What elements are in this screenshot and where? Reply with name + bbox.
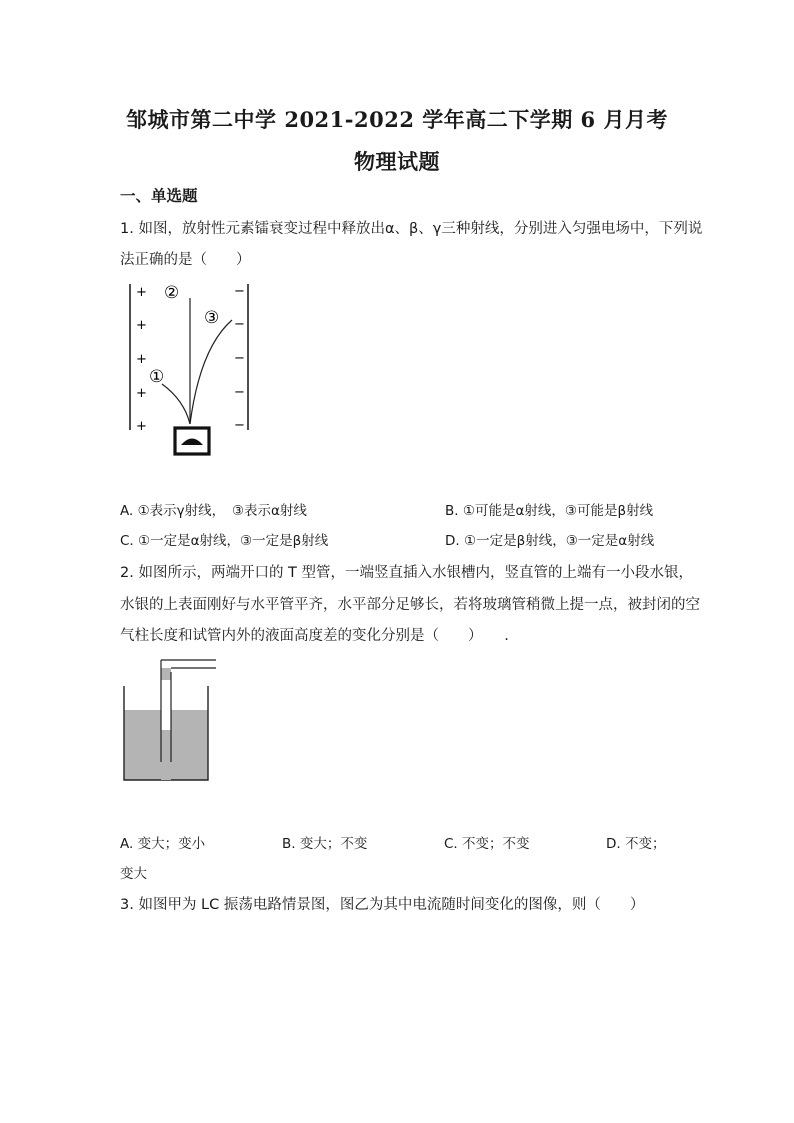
q2-stem-line2: 水银的上表面刚好与水平管平齐，水平部分足够长，若将玻璃管稍微上提一点，被封闭的空 bbox=[120, 597, 700, 613]
ray-1-curve bbox=[162, 384, 190, 424]
paper-title: 邹城市第二中学 2021-2022 学年高二下学期 6 月月考 bbox=[126, 107, 668, 132]
plus-sign: + bbox=[136, 285, 147, 300]
plus-sign: + bbox=[136, 352, 147, 367]
ray-label-3: ③ bbox=[204, 308, 220, 328]
ray-3-curve bbox=[190, 320, 232, 424]
q1-option-c: C. ①一定是α射线，③一定是β射线 bbox=[120, 533, 329, 549]
q1-option-d: D. ①一定是β射线，③一定是α射线 bbox=[445, 533, 655, 549]
q2-option-a: A. 变大；变小 bbox=[120, 836, 206, 852]
q2-option-d: D. 不变； bbox=[606, 836, 666, 852]
q2-stem-line1: 2. 如图所示，两端开口的 T 型管，一端竖直插入水银槽内，竖直管的上端有一小段水银， bbox=[120, 565, 694, 581]
minus-sign: − bbox=[234, 385, 245, 400]
q2-stem-line3: 气柱长度和试管内外的液面高度差的变化分别是（ ） . bbox=[120, 628, 509, 644]
paper-subtitle: 物理试题 bbox=[354, 149, 440, 174]
section-heading: 一、单选题 bbox=[120, 186, 198, 205]
plus-sign: + bbox=[136, 419, 147, 434]
minus-sign: − bbox=[234, 351, 245, 366]
minus-sign: − bbox=[234, 317, 245, 332]
q1-figure-electric-field bbox=[118, 278, 258, 460]
ray-label-1: ① bbox=[149, 367, 165, 387]
tube-mercury-column bbox=[161, 668, 171, 680]
q1-option-a: A. ①表示γ射线， ③表示α射线 bbox=[120, 503, 307, 519]
tube-mercury-lower bbox=[161, 730, 171, 780]
minus-sign: − bbox=[234, 418, 245, 433]
plus-sign: + bbox=[136, 318, 147, 333]
plus-sign: + bbox=[136, 386, 147, 401]
q2-option-c: C. 不变；不变 bbox=[444, 836, 530, 852]
q2-figure-t-tube bbox=[118, 652, 220, 784]
q1-option-b: B. ①可能是α射线，③可能是β射线 bbox=[445, 503, 654, 519]
q1-stem-line2: 法正确的是（ ） bbox=[120, 252, 251, 268]
q3-stem-line1: 3. 如图甲为 LC 振荡电路情景图，图乙为其中电流随时间变化的图像，则（ ） bbox=[120, 897, 645, 913]
q2-option-b: B. 变大；不变 bbox=[282, 836, 368, 852]
q2-option-d-continued: 变大 bbox=[120, 866, 147, 882]
minus-sign: − bbox=[234, 284, 245, 299]
q1-stem-line1: 1. 如图，放射性元素镭衰变过程中释放出α、β、γ三种射线，分别进入匀强电场中，下列说 bbox=[120, 221, 703, 237]
ray-label-2: ② bbox=[164, 283, 180, 303]
